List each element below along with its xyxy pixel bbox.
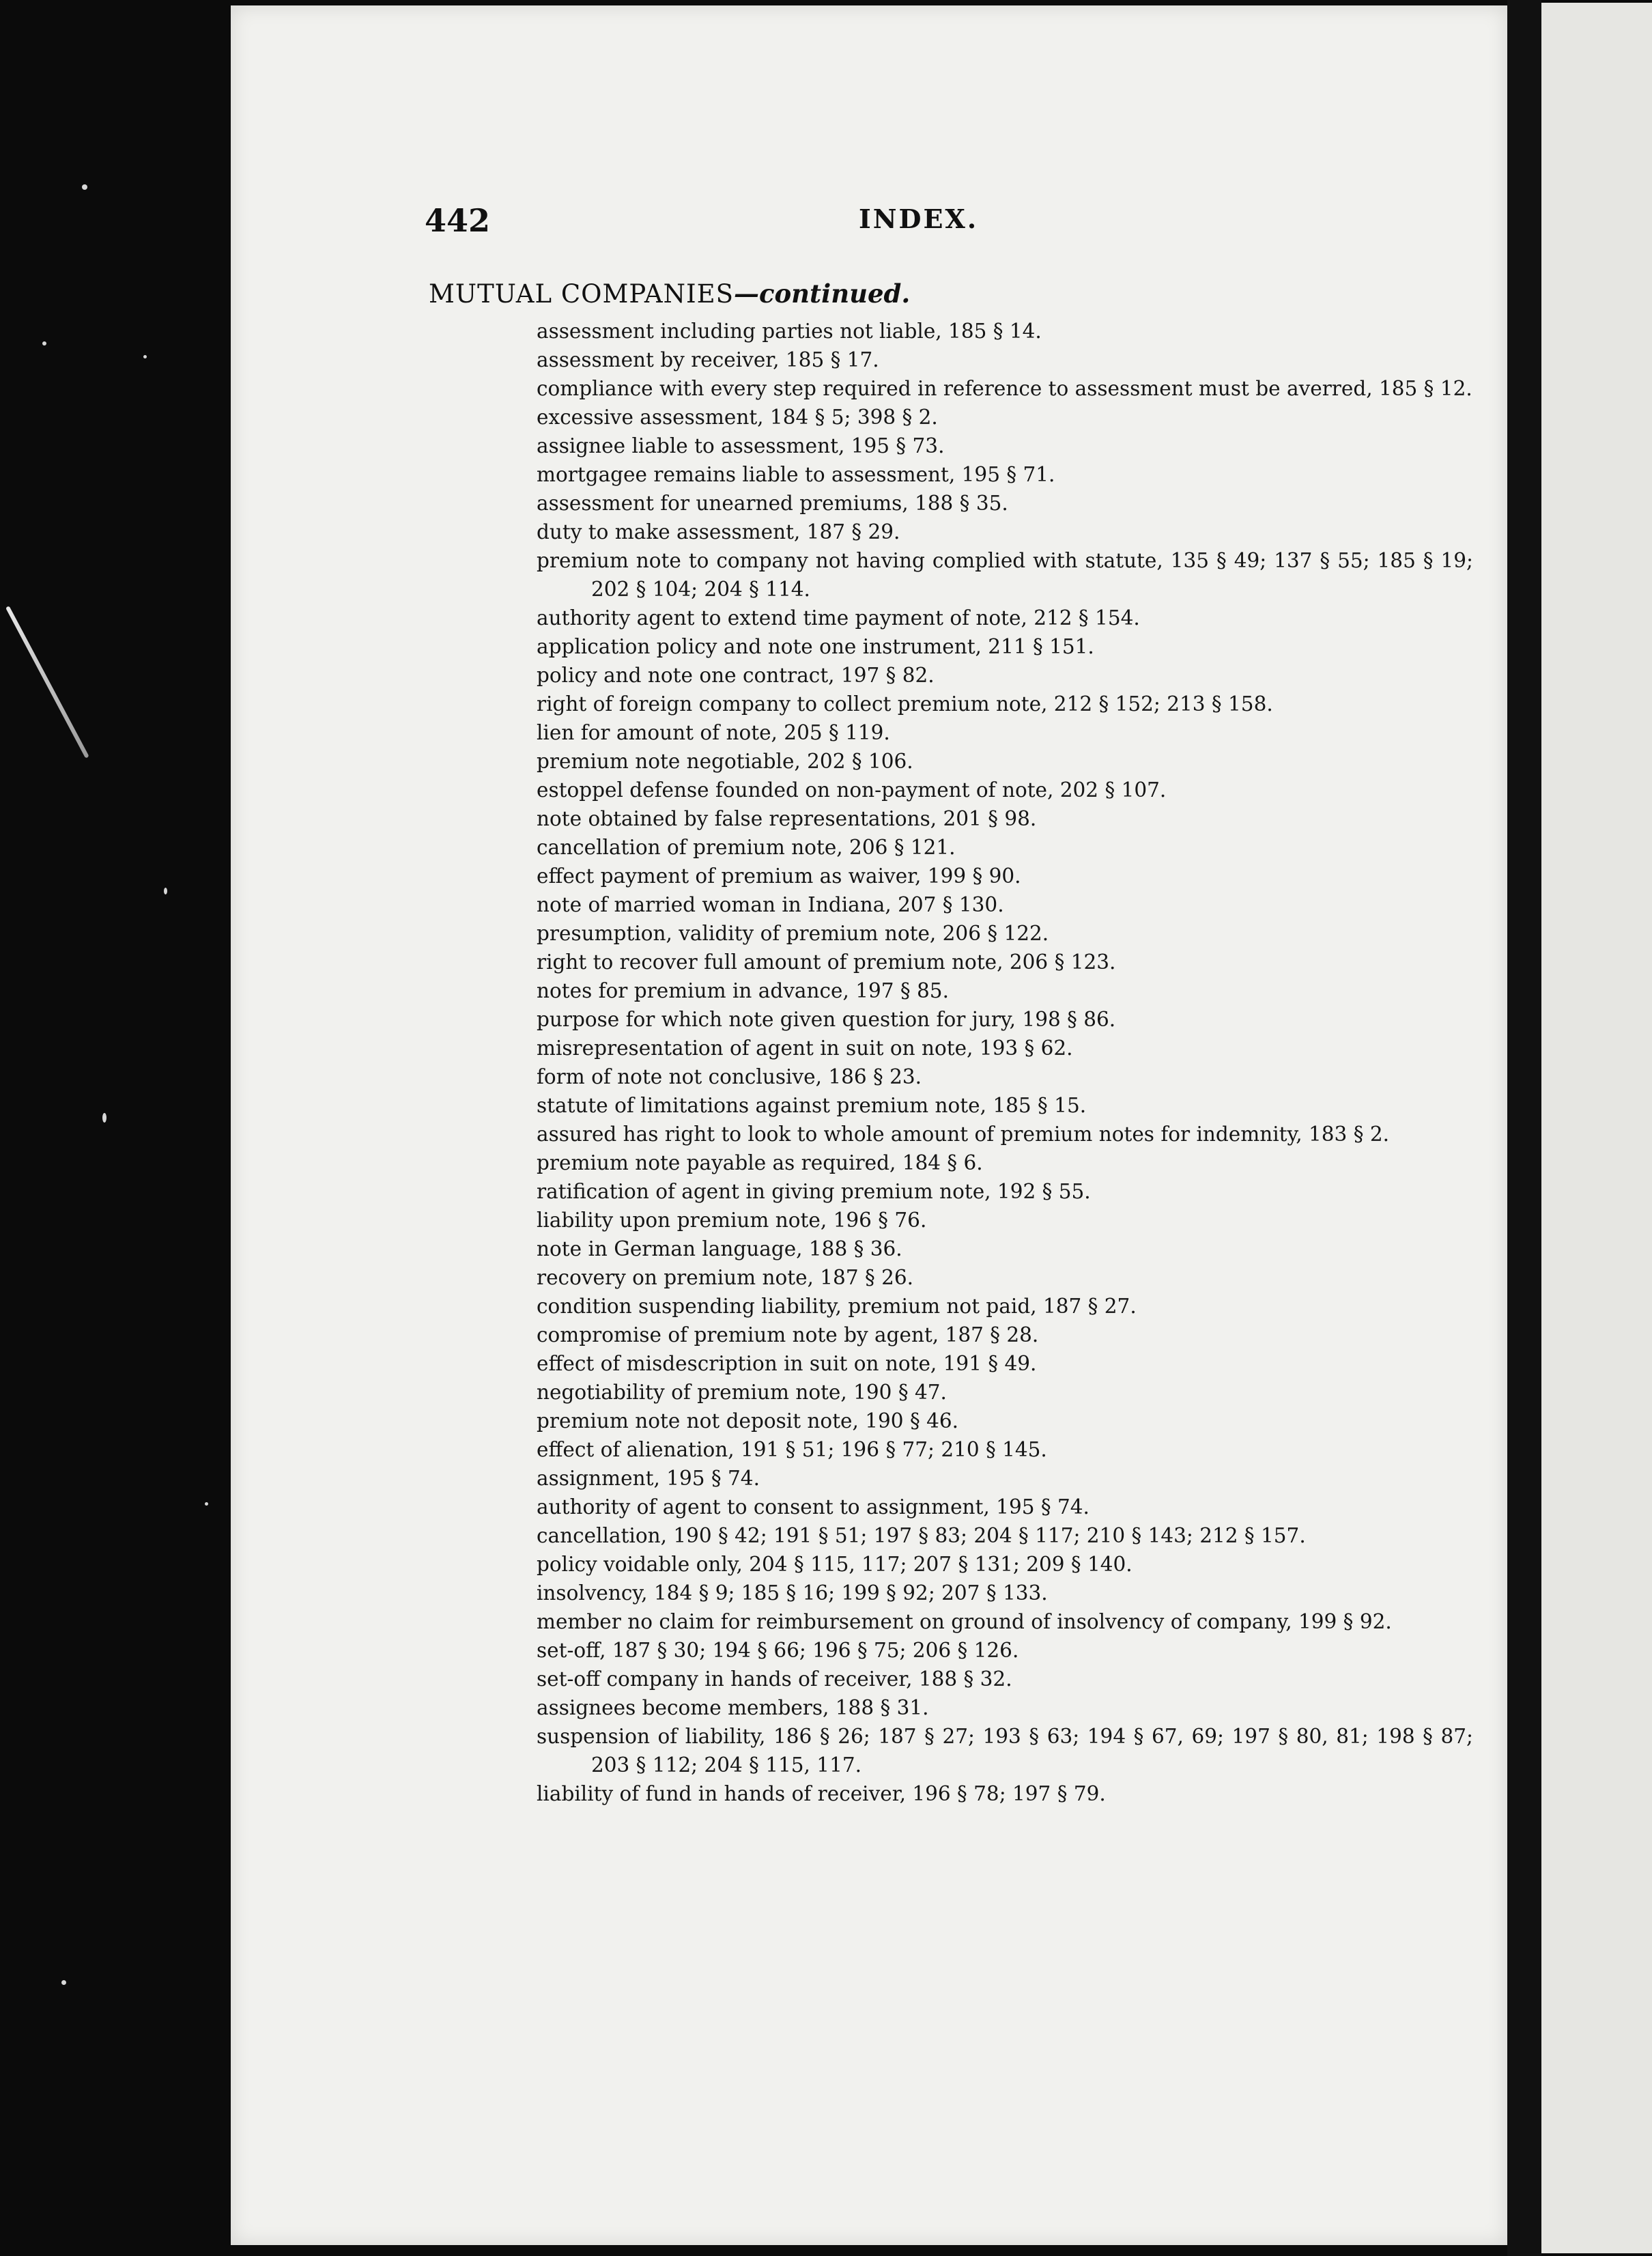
next-page-edge [1541, 3, 1652, 2253]
section-heading [429, 279, 910, 309]
index-entry: authority agent to extend time payment of note, 212 § 154. [537, 606, 1140, 630]
book-page [231, 5, 1507, 2245]
index-entry: note in German language, 188 § 36. [537, 1237, 902, 1260]
index-entry: ratification of agent in giving premium note, 192 § 55. [537, 1180, 1091, 1203]
scan-scratch [5, 606, 89, 759]
index-entry: presumption, validity of premium note, 206 § 122. [537, 922, 1049, 945]
index-entry: lien for amount of note, 205 § 119. [537, 721, 890, 744]
index-entry: set-off, 187 § 30; 194 § 66; 196 § 75; 206 § 126. [537, 1639, 1019, 1662]
index-entry: recovery on premium note, 187 § 26. [537, 1266, 914, 1289]
scan-speck [205, 1502, 208, 1506]
index-entry: note obtained by false representations, 201 § 98. [537, 807, 1037, 830]
running-head: INDEX. [859, 203, 979, 234]
scan-speck [102, 1113, 106, 1123]
index-entry: set-off company in hands of receiver, 188 § 32. [537, 1667, 1012, 1691]
index-entry: liability upon premium note, 196 § 76. [537, 1209, 927, 1232]
scan-speck [82, 184, 87, 190]
index-entry: negotiability of premium note, 190 § 47. [537, 1381, 947, 1404]
index-entry: statute of limitations against premium note, 185 § 15. [537, 1094, 1087, 1117]
page-header [231, 202, 1507, 250]
index-entry: condition suspending liability, premium not paid, 187 § 27. [537, 1295, 1137, 1318]
index-entry: estoppel defense founded on non-payment of note, 202 § 107. [537, 778, 1167, 802]
index-entry: premium note to company not having complied with statute, 135 § 49; 137 § 55; 185 § 19; 202 § 104; 204 § 114. [537, 549, 1473, 601]
index-entry: premium note negotiable, 202 § 106. [537, 750, 913, 773]
index-entry: assured has right to look to whole amount of premium notes for indemnity, 183 § 2. [537, 1123, 1389, 1146]
index-entry: authority of agent to consent to assignment, 195 § 74. [537, 1495, 1090, 1519]
index-entry: assessment for unearned premiums, 188 § 35. [537, 492, 1008, 515]
index-entry: excessive assessment, 184 § 5; 398 § 2. [537, 406, 938, 429]
index-entries [537, 317, 1473, 1808]
page-number: 442 [425, 202, 491, 239]
index-entry: policy voidable only, 204 § 115, 117; 207 § 131; 209 § 140. [537, 1553, 1133, 1576]
section-heading-title: MUTUAL COMPANIES [429, 279, 734, 309]
index-entry: note of married woman in Indiana, 207 § 130. [537, 893, 1004, 916]
index-entry: cancellation of premium note, 206 § 121. [537, 836, 956, 859]
index-entry: effect of misdescription in suit on note, 191 § 49. [537, 1352, 1037, 1375]
index-entry: right of foreign company to collect premium note, 212 § 152; 213 § 158. [537, 692, 1273, 716]
index-entry: effect payment of premium as waiver, 199 § 90. [537, 864, 1021, 888]
index-entry: misrepresentation of agent in suit on note, 193 § 62. [537, 1037, 1073, 1060]
index-entry: policy and note one contract, 197 § 82. [537, 664, 935, 687]
index-entry: liability of fund in hands of receiver, 196 § 78; 197 § 79. [537, 1782, 1106, 1805]
index-entry: effect of alienation, 191 § 51; 196 § 77; 210 § 145. [537, 1438, 1047, 1461]
section-heading-continued: —continued. [733, 279, 911, 309]
index-entry: insolvency, 184 § 9; 185 § 16; 199 § 92; 207 § 133. [537, 1581, 1048, 1605]
index-entry: compliance with every step required in reference to assessment must be averred, 185 § 12. [537, 377, 1472, 400]
scan-speck [164, 888, 167, 894]
scan-speck [143, 355, 147, 358]
page-gutter-shadow [1507, 0, 1541, 2256]
index-entry: purpose for which note given question for jury, 198 § 86. [537, 1008, 1116, 1031]
index-entry: compromise of premium note by agent, 187 § 28. [537, 1323, 1039, 1346]
index-entry: assessment by receiver, 185 § 17. [537, 348, 879, 371]
index-entry: mortgagee remains liable to assessment, 195 § 71. [537, 463, 1055, 486]
index-entry: application policy and note one instrument, 211 § 151. [537, 635, 1094, 658]
index-entry: assignees become members, 188 § 31. [537, 1696, 929, 1719]
index-entry: duty to make assessment, 187 § 29. [537, 520, 900, 544]
index-entry: premium note not deposit note, 190 § 46. [537, 1409, 958, 1433]
index-entry: assignee liable to assessment, 195 § 73. [537, 434, 945, 457]
index-entry: assessment including parties not liable, 185 § 14. [537, 320, 1042, 343]
index-entry: right to recover full amount of premium note, 206 § 123. [537, 950, 1116, 974]
index-entry: assignment, 195 § 74. [537, 1467, 760, 1490]
index-entry: notes for premium in advance, 197 § 85. [537, 979, 949, 1002]
scan-speck [42, 341, 46, 346]
scan-speck [61, 1980, 66, 1985]
index-entry: cancellation, 190 § 42; 191 § 51; 197 § 83; 204 § 117; 210 § 143; 212 § 157. [537, 1524, 1306, 1547]
index-entry: form of note not conclusive, 186 § 23. [537, 1065, 922, 1088]
index-entry: premium note payable as required, 184 § 6. [537, 1151, 983, 1174]
index-entry: suspension of liability, 186 § 26; 187 § 27; 193 § 63; 194 § 67, 69; 197 § 80, 81; 198 § 87; 203 § 112; 204 § 115, 117. [537, 1725, 1473, 1777]
index-entry: member no claim for reimbursement on ground of insolvency of company, 199 § 92. [537, 1610, 1392, 1633]
